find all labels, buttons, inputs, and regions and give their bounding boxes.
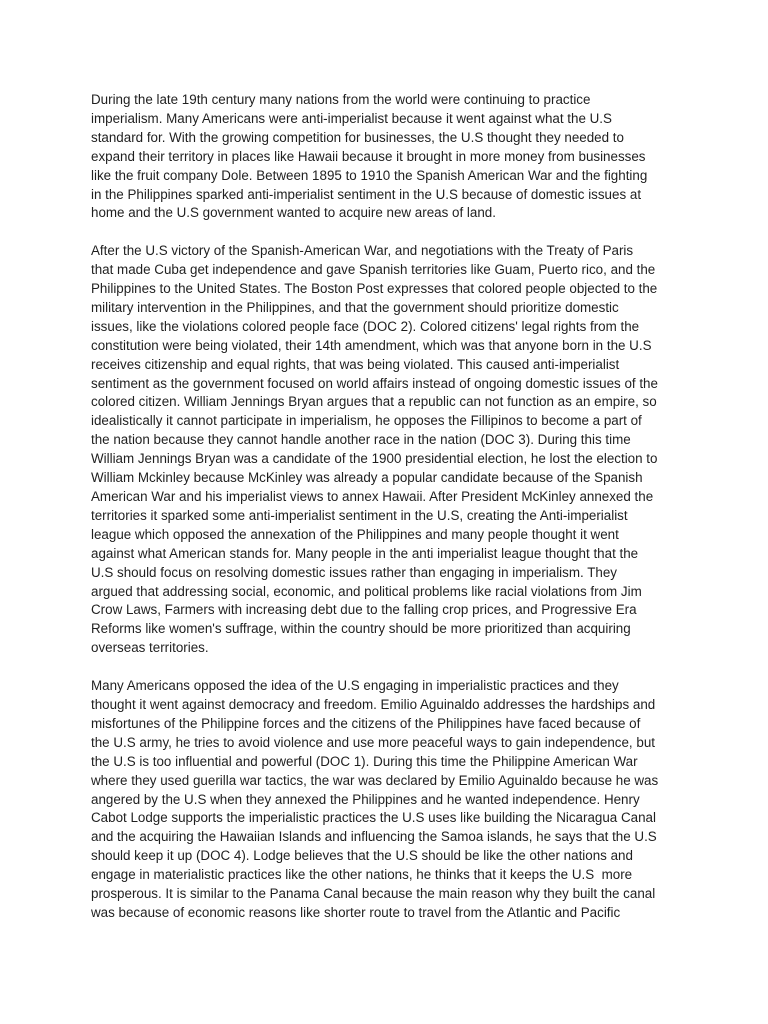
document-body <box>91 91 691 942</box>
text-line: argued that addressing social, economic, and political problems like racial violations from Jim <box>91 583 642 599</box>
text-line: engage in materialistic practices like the other nations, he thinks that it keeps the U.S more <box>91 867 633 883</box>
text-line: like the fruit company Dole. Between 1895 to 1910 the Spanish American War and the fighting <box>91 167 648 183</box>
text-line: against what American stands for. Many people in the anti imperialist league thought that the <box>91 545 639 561</box>
text-line: idealistically it cannot participate in imperialism, he opposes the Fillipinos to become a part of <box>91 413 642 429</box>
text-line: Reforms like women's suffrage, within the country should be more prioritized than acquiring <box>91 621 631 637</box>
text-line: prosperous. It is similar to the Panama Canal because the main reason why they built the canal <box>91 886 656 902</box>
text-line: home and the U.S government wanted to acquire new areas of land. <box>91 205 496 221</box>
text-line: American War and his imperialist views to annex Hawaii. After President McKinley annexed the <box>91 489 654 505</box>
text-line: During the late 19th century many nations from the world were continuing to practice <box>91 92 591 107</box>
text-line: was because of economic reasons like shorter route to travel from the Atlantic and Pacific <box>91 904 621 920</box>
text-line: standard for. With the growing competition for businesses, the U.S thought they needed to <box>91 129 624 145</box>
text-line: should keep it up (DOC 4). Lodge believes that the U.S should be like the other nations and <box>91 848 633 864</box>
text-line: expand their territory in places like Hawaii because it brought in more money from businesses <box>91 148 646 164</box>
text-line: in the Philippines sparked anti-imperialist sentiment in the U.S because of domestic issues at <box>91 186 642 202</box>
paragraph-opposition <box>91 677 691 923</box>
paragraph-spanish-american-war <box>91 242 691 658</box>
text-line: angered by the U.S when they annexed the Philippines and he wanted independence. Henry <box>91 791 640 807</box>
text-line: Crow Laws, Farmers with increasing debt due to the falling crop prices, and Progressive Era <box>91 602 637 618</box>
text-line: Many Americans opposed the idea of the U.S engaging in imperialistic practices and they <box>91 678 619 694</box>
text-line: military intervention in the Philippines, and that the government should prioritize domestic <box>91 299 619 315</box>
text-line: thought it went against democracy and freedom. Emilio Aguinaldo addresses the hardships and <box>91 696 656 712</box>
text-line: league which opposed the annexation of the Philippines and many people thought it went <box>91 526 619 542</box>
text-line: misfortunes of the Philippine forces and the citizens of the Philippines have faced because of <box>91 715 641 731</box>
text-line: overseas territories. <box>91 640 209 656</box>
text-line: territories it sparked some anti-imperialist sentiment in the U.S, creating the Anti-imperialist <box>91 507 628 523</box>
text-line: William Jennings Bryan was a candidate of the 1900 presidential election, he lost the election to <box>91 451 658 467</box>
text-line: sentiment as the government focused on world affairs instead of ongoing domestic issues of the <box>91 375 658 391</box>
paragraph-intro <box>91 91 691 223</box>
text-line: constitution were being violated, their 14th amendment, which was that anyone born in the U.S <box>91 337 652 353</box>
text-line: receives citizenship and equal rights, that was being violated. This caused anti-imperialist <box>91 356 620 372</box>
text-line: colored citizen. William Jennings Bryan argues that a republic can not function as an empire, so <box>91 394 657 410</box>
text-line: William Mckinley because McKinley was already a popular candidate because of the Spanish <box>91 470 643 486</box>
text-line: the U.S army, he tries to avoid violence and use more peaceful ways to gain independence, but <box>91 734 655 750</box>
text-line: issues, like the violations colored people face (DOC 2). Colored citizens' legal rights from the <box>91 318 640 334</box>
text-line: the nation because they cannot handle another race in the nation (DOC 3). During this time <box>91 432 631 448</box>
text-line: and the acquiring the Hawaiian Islands and influencing the Samoa islands, he says that the U.S <box>91 829 657 845</box>
text-line: the U.S is too influential and powerful (DOC 1). During this time the Philippine American War <box>91 753 638 769</box>
text-line: that made Cuba get independence and gave Spanish territories like Guam, Puerto rico, and the <box>91 262 656 278</box>
text-line: U.S should focus on resolving domestic issues rather than engaging in imperialism. They <box>91 564 617 580</box>
text-line: imperialism. Many Americans were anti-imperialist because it went against what the U.S <box>91 110 612 126</box>
text-line: Philippines to the United States. The Boston Post expresses that colored people objected to the <box>91 281 658 297</box>
text-line: After the U.S victory of the Spanish-American War, and negotiations with the Treaty of Paris <box>91 243 634 259</box>
text-line: where they used guerilla war tactics, the war was declared by Emilio Aguinaldo because he was <box>91 772 659 788</box>
text-line: Cabot Lodge supports the imperialistic practices the U.S uses like building the Nicaragua Canal <box>91 810 656 826</box>
